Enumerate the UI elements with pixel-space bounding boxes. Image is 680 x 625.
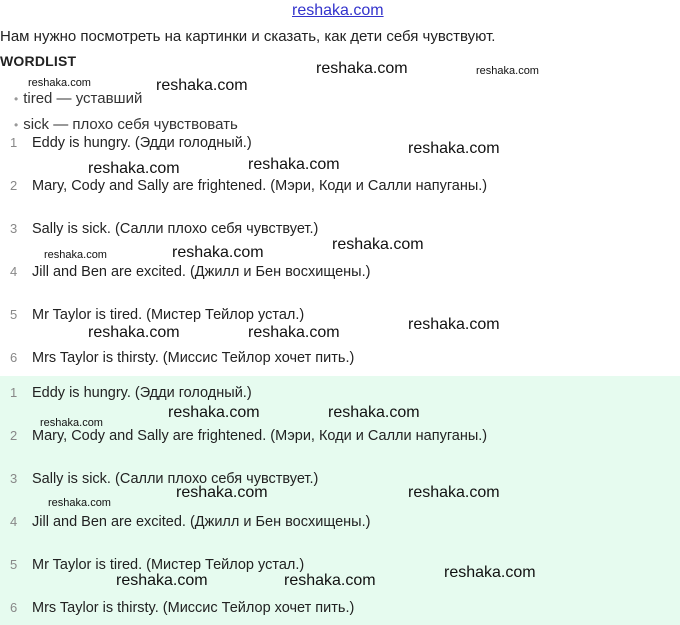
- intro-text: Нам нужно посмотреть на картинки и сказать, как дети себя чувствуют.: [0, 28, 496, 45]
- watermark: reshaka.com: [316, 60, 408, 77]
- list-item: 5 Mr Taylor is tired. (Мистер Тейлор устал.): [10, 557, 305, 573]
- watermark: reshaka.com: [116, 572, 208, 589]
- wordlist-overflow: [14, 112, 354, 133]
- watermark: reshaka.com: [408, 484, 500, 501]
- watermark: reshaka.com: [328, 404, 420, 421]
- list-item: 2 Mary, Cody and Sally are frightened. (Мэри, Коди и Салли напуганы.): [10, 428, 488, 444]
- list-item: 3 Sally is sick. (Салли плохо себя чувствует.): [10, 471, 319, 487]
- watermark: reshaka.com: [408, 140, 500, 157]
- watermark: reshaka.com: [444, 564, 536, 581]
- watermark: reshaka.com: [248, 324, 340, 341]
- watermark: reshaka.com: [88, 160, 180, 177]
- list-item: 6 Mrs Taylor is thirsty. (Миссис Тейлор хочет пить.): [10, 350, 355, 366]
- list-item: 4 Jill and Ben are excited. (Джилл и Бен восхищены.): [10, 514, 371, 530]
- wordlist-item: • sick — плохо себя чувствовать: [14, 116, 238, 133]
- wordlist-item: • tired — уставший: [14, 90, 143, 107]
- list-item: 2 Mary, Cody and Sally are frightened. (Мэри, Коди и Салли напуганы.): [10, 178, 488, 194]
- watermark: reshaka.com: [40, 417, 103, 429]
- list-item: 6 Mrs Taylor is thirsty. (Миссис Тейлор хочет пить.): [10, 600, 355, 616]
- site-link[interactable]: reshaka.com: [292, 2, 384, 19]
- watermark: reshaka.com: [168, 404, 260, 421]
- watermark: reshaka.com: [408, 316, 500, 333]
- watermark: reshaka.com: [248, 156, 340, 173]
- watermark: reshaka.com: [48, 497, 111, 509]
- watermark: reshaka.com: [176, 484, 268, 501]
- list-item: 3 Sally is sick. (Салли плохо себя чувствует.): [10, 221, 319, 237]
- watermark: reshaka.com: [332, 236, 424, 253]
- wordlist-title: WORDLIST: [0, 53, 77, 69]
- watermark: reshaka.com: [28, 77, 91, 89]
- list-item: 1 Eddy is hungry. (Эдди голодный.): [10, 385, 252, 401]
- list-item: 1 Eddy is hungry. (Эдди голодный.): [10, 135, 252, 151]
- bullet-icon: •: [14, 118, 19, 132]
- list-item: 4 Jill and Ben are excited. (Джилл и Бен восхищены.): [10, 264, 371, 280]
- watermark: reshaka.com: [284, 572, 376, 589]
- watermark: reshaka.com: [172, 244, 264, 261]
- watermark: reshaka.com: [476, 65, 539, 77]
- bullet-icon: •: [14, 92, 19, 106]
- watermark: reshaka.com: [44, 249, 107, 261]
- watermark: reshaka.com: [88, 324, 180, 341]
- list-item: 5 Mr Taylor is tired. (Мистер Тейлор устал.): [10, 307, 305, 323]
- watermark: reshaka.com: [156, 77, 248, 94]
